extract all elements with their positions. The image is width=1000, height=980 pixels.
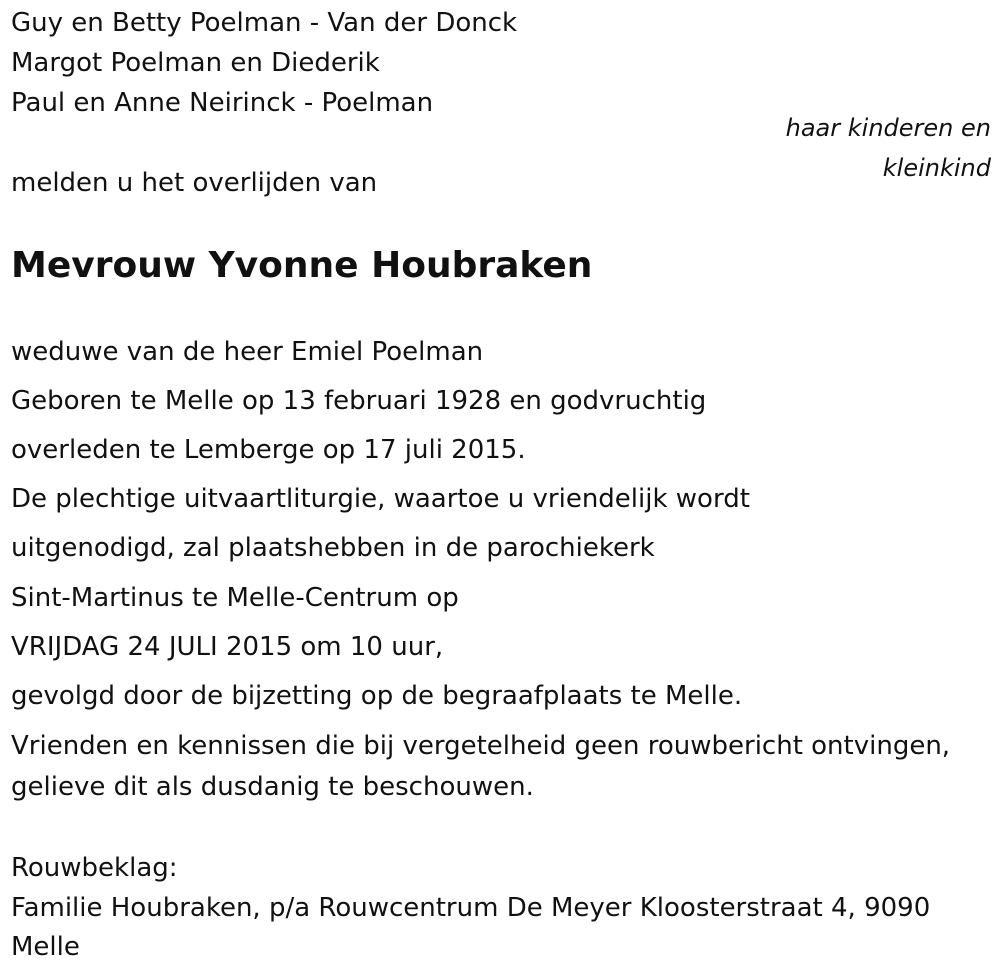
announcement-text: melden u het overlijden van: [11, 168, 378, 198]
condolence-address-line-1: Familie Houbraken, p/a Rouwcentrum De Meyer Kloosterstraat 4, 9090: [11, 893, 931, 923]
body-line-7: VRIJDAG 24 JULI 2015 om 10 uur,: [11, 632, 444, 662]
body-line-1: weduwe van de heer Emiel Poelman: [11, 337, 484, 367]
body-line-6: Sint-Martinus te Melle-Centrum op: [11, 583, 459, 613]
signature-role-line-2: kleinkind: [882, 154, 991, 182]
signature-role-line-1: haar kinderen en: [785, 114, 991, 142]
family-line-2: Margot Poelman en Diederik: [11, 48, 380, 78]
family-line-3: Paul en Anne Neirinck - Poelman: [11, 88, 434, 118]
body-line-10: gelieve dit als dusdanig te beschouwen.: [11, 772, 534, 802]
body-line-8: gevolgd door de bijzetting op de begraafplaats te Melle.: [11, 681, 743, 711]
deceased-name: Mevrouw Yvonne Houbraken: [11, 245, 593, 286]
body-line-2: Geboren te Melle op 13 februari 1928 en godvruchtig: [11, 386, 707, 416]
body-line-3: overleden te Lemberge op 17 juli 2015.: [11, 435, 526, 465]
body-line-5: uitgenodigd, zal plaatshebben in de parochiekerk: [11, 533, 655, 563]
body-line-9: Vrienden en kennissen die bij vergetelheid geen rouwbericht ontvingen,: [11, 731, 951, 761]
body-line-4: De plechtige uitvaartliturgie, waartoe u vriendelijk wordt: [11, 484, 750, 514]
condolence-address-line-2: Melle: [11, 932, 80, 962]
family-line-1: Guy en Betty Poelman - Van der Donck: [11, 8, 518, 38]
condolence-label: Rouwbeklag:: [11, 853, 178, 883]
